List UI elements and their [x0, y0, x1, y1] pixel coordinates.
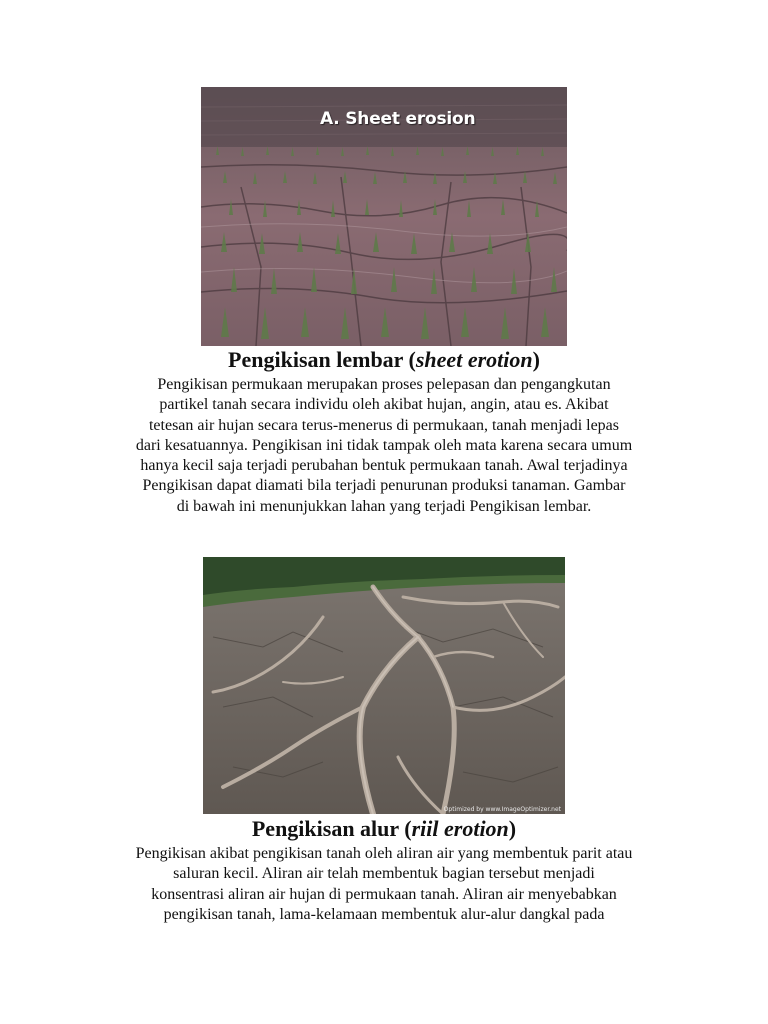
heading-main-text: Pengikisan alur ( — [251, 816, 412, 841]
paragraph-line: tetesan air hujan secara terus-menerus di permukaan, tanah menjadi lepas — [148, 416, 620, 434]
rill-erosion-heading — [0, 816, 768, 842]
heading-close-paren: ) — [532, 347, 540, 372]
heading-close-paren: ) — [508, 816, 517, 841]
heading-main-text: Pengikisan lembar ( — [228, 347, 416, 372]
paragraph-line: Pengikisan akibat pengikisan tanah oleh aliran air yang membentuk parit atau — [135, 845, 633, 862]
paragraph-line: konsentrasi aliran air hujan di permukaan tanah. Aliran air menyebabkan — [151, 885, 617, 903]
sheet-erosion-paragraph — [84, 375, 684, 517]
rill-erosion-paragraph — [84, 844, 684, 925]
image-watermark: Optimized by www.ImageOptimizer.net — [443, 806, 561, 813]
paragraph-line: hanya kecil saja terjadi perubahan bentuk permukaan tanah. Awal terjadinya — [140, 457, 628, 475]
paragraph-line: partikel tanah secara individu oleh akibat hujan, angin, atau es. Akibat — [159, 396, 609, 414]
sheet-erosion-heading — [0, 347, 768, 373]
sheet-erosion-photo — [201, 87, 567, 346]
heading-italic-term: sheet erotion — [415, 347, 533, 372]
paragraph-line: pengikisan tanah, lama-kelamaan membentuk alur-alur dangkal pada — [163, 905, 605, 923]
paragraph-line: Pengikisan permukaan merupakan proses pelepasan dan pengangkutan — [157, 376, 611, 393]
rill-erosion-photo — [203, 557, 565, 814]
paragraph-line: saluran kecil. Aliran air telah membentuk bagian tersebut menjadi — [173, 865, 595, 883]
paragraph-line: dari kesatuannya. Pengikisan ini tidak tampak oleh mata karena secara umum — [135, 436, 633, 454]
photo-caption-label: A. Sheet erosion — [320, 109, 476, 129]
rill-erosion-image — [203, 557, 565, 814]
heading-italic-term: riil erotion — [411, 816, 509, 841]
paragraph-line: Pengikisan dapat diamati bila terjadi penurunan produksi tanaman. Gambar — [142, 477, 626, 495]
paragraph-line: di bawah ini menunjukkan lahan yang terjadi Pengikisan lembar. — [176, 497, 592, 515]
